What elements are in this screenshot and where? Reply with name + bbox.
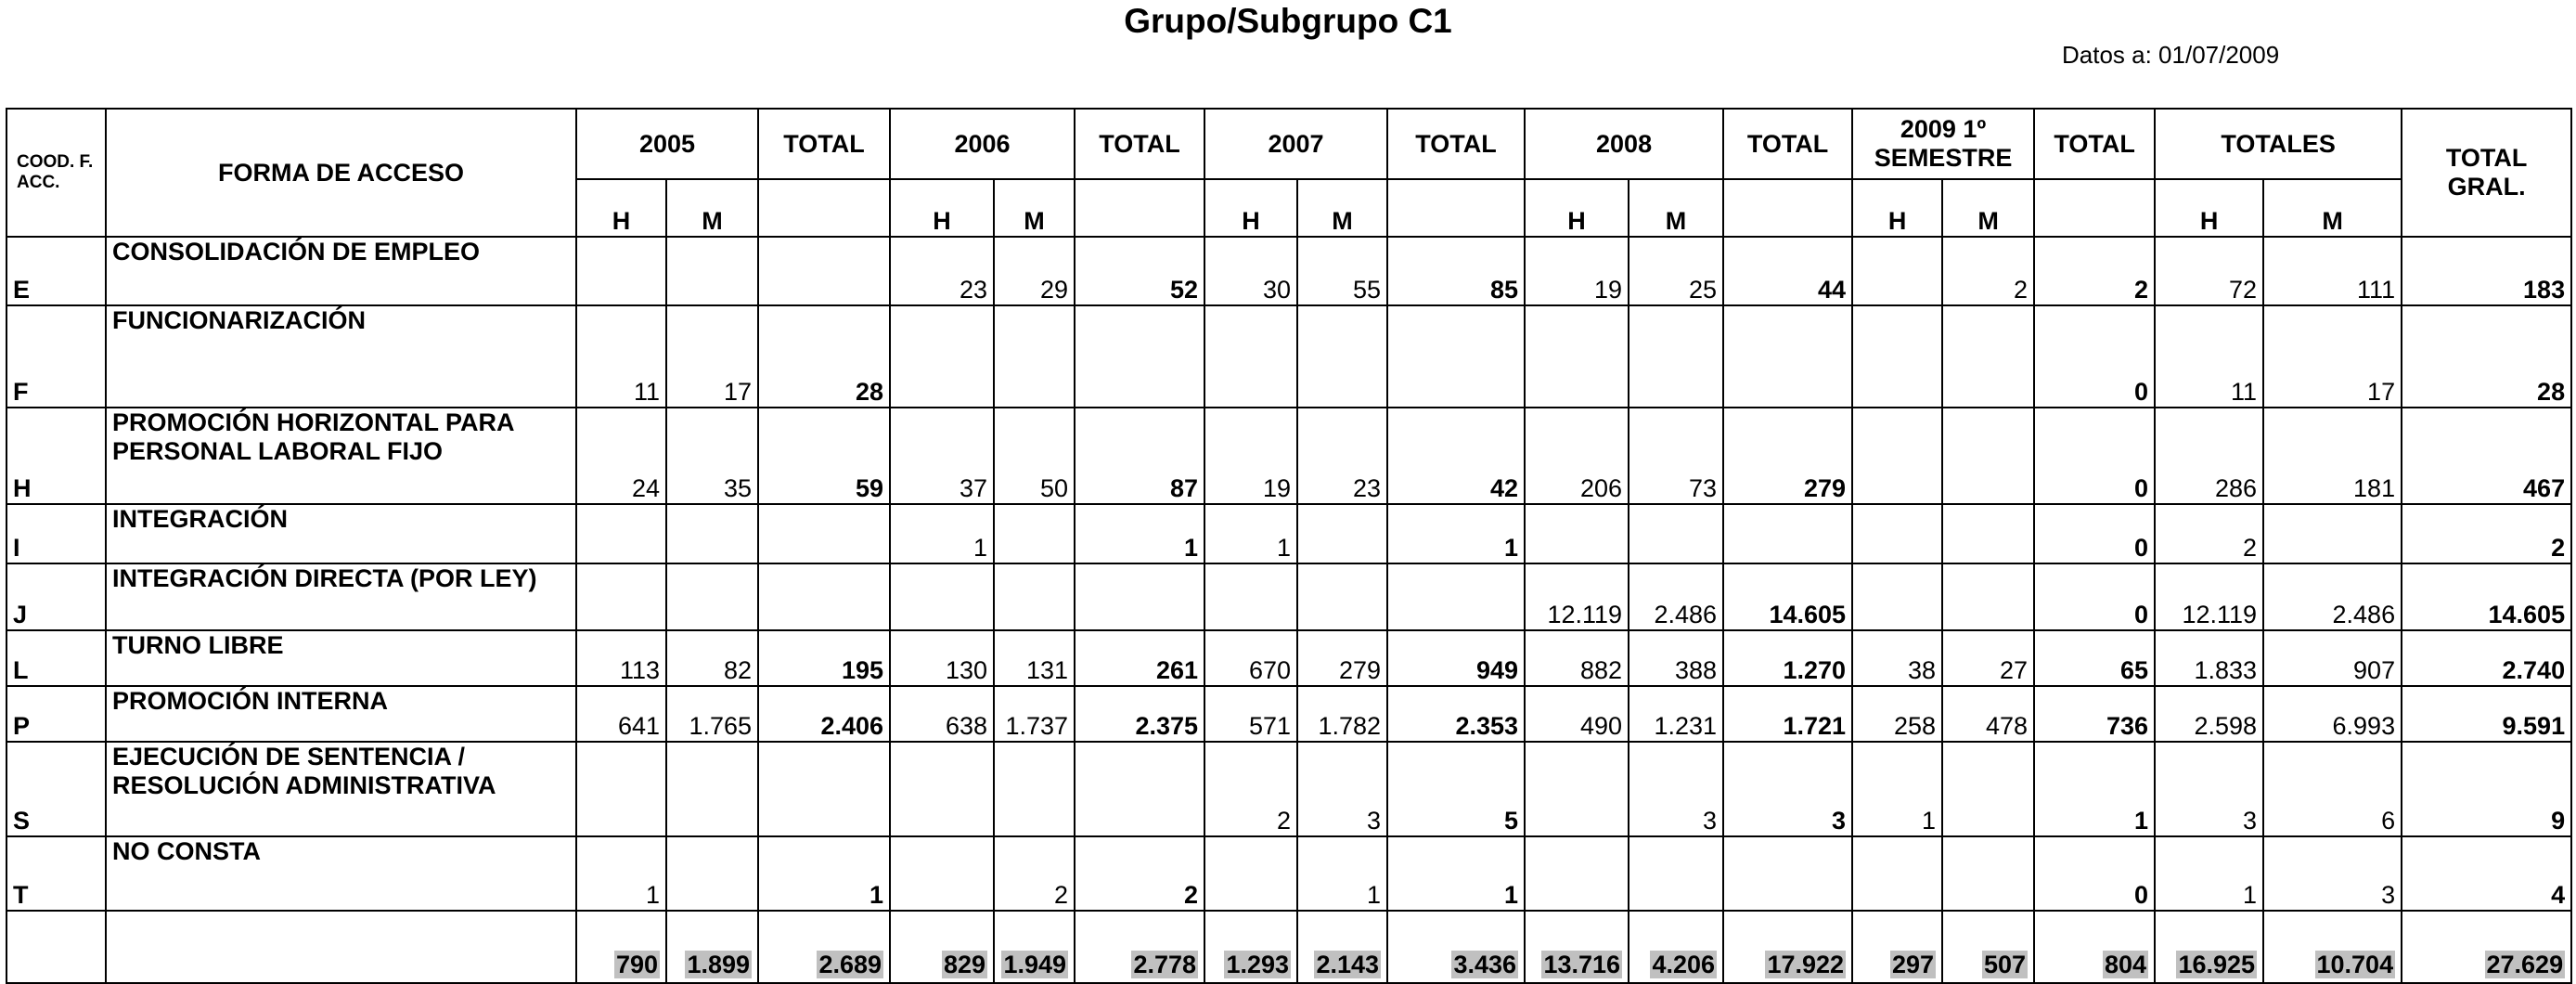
table-cell: 388: [1629, 630, 1723, 686]
table-cell: 1.270: [1723, 630, 1852, 686]
table-row: [6, 742, 2571, 836]
table-cell: 183: [2402, 237, 2571, 305]
col-header-m: M: [666, 179, 758, 237]
table-cell: [1297, 305, 1387, 408]
table-cell: [576, 504, 666, 563]
table-cell: 0: [2034, 563, 2155, 630]
table-cell: 1: [890, 504, 994, 563]
row-code: I: [6, 504, 106, 563]
table-cell: 52: [1075, 237, 1204, 305]
table-cell: [758, 237, 890, 305]
total-cell: [890, 911, 994, 983]
table-cell: [890, 742, 994, 836]
total-value: 507: [1984, 951, 2027, 978]
table-cell: 111: [2263, 237, 2402, 305]
total-value: 2.689: [818, 951, 882, 978]
table-cell: 5: [1387, 742, 1525, 836]
total-value: 1.293: [1226, 951, 1290, 978]
table-cell: 1: [2034, 742, 2155, 836]
table-cell: [1852, 563, 1942, 630]
table-cell: 38: [1852, 630, 1942, 686]
totals-blank-cell: [106, 911, 576, 983]
table-cell: [1075, 742, 1204, 836]
col-header-total-2005: TOTAL: [758, 109, 890, 179]
table-cell: 638: [890, 686, 994, 742]
table-cell: 258: [1852, 686, 1942, 742]
table-cell: 0: [2034, 305, 2155, 408]
table-cell: 35: [666, 408, 758, 504]
table-row: [6, 630, 2571, 686]
table-cell: [758, 563, 890, 630]
table-cell: 2.598: [2155, 686, 2263, 742]
table-cell: 2: [2034, 237, 2155, 305]
table-cell: [890, 563, 994, 630]
table-cell: [994, 305, 1075, 408]
table-cell: [1942, 742, 2034, 836]
table-cell: 286: [2155, 408, 2263, 504]
table-cell: 1: [1297, 836, 1387, 911]
col-header-total-gral: TOTAL GRAL.: [2402, 109, 2571, 237]
table-cell: [666, 563, 758, 630]
table-cell: 1: [576, 836, 666, 911]
col-header-total-2009: TOTAL: [2034, 109, 2155, 179]
table-cell: 195: [758, 630, 890, 686]
table-cell: [1723, 305, 1852, 408]
table-cell: 1: [2155, 836, 2263, 911]
table-cell: 0: [2034, 504, 2155, 563]
data-date: Datos a: 01/07/2009: [2062, 41, 2280, 69]
total-value: 2.778: [1133, 951, 1197, 978]
table-cell: 73: [1629, 408, 1723, 504]
table-cell: [1525, 742, 1629, 836]
table-cell: [1387, 305, 1525, 408]
table-cell: 279: [1297, 630, 1387, 686]
total-cell: [1525, 911, 1629, 983]
table-cell: [576, 742, 666, 836]
table-cell: [1075, 305, 1204, 408]
header-row-years: [6, 109, 2571, 179]
table-cell: 0: [2034, 836, 2155, 911]
col-header-2009: 2009 1º SEMESTRE: [1852, 109, 2034, 179]
row-forma-acceso: EJECUCIÓN DE SENTENCIA / RESOLUCIÓN ADMINISTRATIVA: [106, 742, 576, 836]
table-cell: [1629, 305, 1723, 408]
table-cell: 12.119: [2155, 563, 2263, 630]
table-cell: 65: [2034, 630, 2155, 686]
table-cell: [1942, 836, 2034, 911]
col-header-blank: [1723, 179, 1852, 237]
col-header-totales: TOTALES: [2155, 109, 2402, 179]
total-value: 1.949: [1003, 951, 1067, 978]
table-cell: 19: [1204, 408, 1297, 504]
total-value: 2.143: [1316, 951, 1380, 978]
table-cell: 2.375: [1075, 686, 1204, 742]
table-cell: [994, 742, 1075, 836]
table-cell: 30: [1204, 237, 1297, 305]
table-cell: 12.119: [1525, 563, 1629, 630]
table-cell: 11: [2155, 305, 2263, 408]
table-cell: 279: [1723, 408, 1852, 504]
total-value: 27.629: [2486, 951, 2564, 978]
table-cell: 882: [1525, 630, 1629, 686]
table-cell: 14.605: [2402, 563, 2571, 630]
table-cell: 6.993: [2263, 686, 2402, 742]
total-value: 3.436: [1453, 951, 1517, 978]
table-row: [6, 504, 2571, 563]
total-cell: [666, 911, 758, 983]
table-cell: [666, 237, 758, 305]
table-cell: [666, 504, 758, 563]
col-header-2007: 2007: [1204, 109, 1387, 179]
table-cell: 3: [1629, 742, 1723, 836]
table-cell: 37: [890, 408, 994, 504]
total-cell: [2263, 911, 2402, 983]
table-cell: 2.353: [1387, 686, 1525, 742]
table-cell: [1629, 836, 1723, 911]
total-value: 10.704: [2316, 951, 2394, 978]
table-cell: 1: [1387, 836, 1525, 911]
table-cell: 82: [666, 630, 758, 686]
row-forma-acceso: PROMOCIÓN HORIZONTAL PARA PERSONAL LABORAL FIJO: [106, 408, 576, 504]
col-header-blank: [1075, 179, 1204, 237]
table-cell: 9: [2402, 742, 2571, 836]
table-cell: 2: [1942, 237, 2034, 305]
table-cell: 44: [1723, 237, 1852, 305]
table-cell: 2: [2402, 504, 2571, 563]
table-cell: 3: [1723, 742, 1852, 836]
table-cell: [758, 504, 890, 563]
table-cell: [1852, 305, 1942, 408]
table-cell: [1525, 504, 1629, 563]
col-header-code: COOD. F. ACC.: [6, 109, 106, 237]
table-cell: 670: [1204, 630, 1297, 686]
col-header-total-2006: TOTAL: [1075, 109, 1204, 179]
table-cell: 27: [1942, 630, 2034, 686]
table-cell: [1204, 305, 1297, 408]
table-cell: [576, 563, 666, 630]
table-cell: 3: [2263, 836, 2402, 911]
table-cell: 42: [1387, 408, 1525, 504]
table-row: [6, 408, 2571, 504]
col-header-h: H: [2155, 179, 2263, 237]
table-cell: 261: [1075, 630, 1204, 686]
table-cell: 6: [2263, 742, 2402, 836]
row-forma-acceso: FUNCIONARIZACIÓN: [106, 305, 576, 408]
table-cell: [1387, 563, 1525, 630]
col-header-m: M: [1942, 179, 2034, 237]
table-cell: 478: [1942, 686, 2034, 742]
row-code: P: [6, 686, 106, 742]
col-header-2005: 2005: [576, 109, 758, 179]
table-cell: [1852, 408, 1942, 504]
table-cell: 25: [1629, 237, 1723, 305]
table-cell: 0: [2034, 408, 2155, 504]
table-cell: 14.605: [1723, 563, 1852, 630]
table-cell: 1: [1075, 504, 1204, 563]
table-cell: [1852, 504, 1942, 563]
table-row: [6, 305, 2571, 408]
table-cell: [2263, 504, 2402, 563]
table-cell: [1525, 305, 1629, 408]
table-cell: [758, 742, 890, 836]
table-cell: 949: [1387, 630, 1525, 686]
row-code: E: [6, 237, 106, 305]
col-header-m: M: [994, 179, 1075, 237]
table-cell: 1: [1852, 742, 1942, 836]
table-cell: 17: [666, 305, 758, 408]
total-cell: [758, 911, 890, 983]
table-cell: [1525, 836, 1629, 911]
table-cell: 1.721: [1723, 686, 1852, 742]
table-cell: 206: [1525, 408, 1629, 504]
col-header-m: M: [1629, 179, 1723, 237]
col-header-blank: [2034, 179, 2155, 237]
table-cell: 72: [2155, 237, 2263, 305]
total-cell: [1942, 911, 2034, 983]
total-value: 16.925: [2178, 951, 2256, 978]
total-value: 1.899: [687, 951, 751, 978]
total-value: 13.716: [1543, 951, 1621, 978]
table-cell: 467: [2402, 408, 2571, 504]
table-cell: 1.765: [666, 686, 758, 742]
table-cell: 571: [1204, 686, 1297, 742]
total-value: 297: [1892, 951, 1935, 978]
table-cell: 28: [2402, 305, 2571, 408]
total-cell: [994, 911, 1075, 983]
table-cell: [1204, 563, 1297, 630]
row-forma-acceso: TURNO LIBRE: [106, 630, 576, 686]
row-forma-acceso: INTEGRACIÓN: [106, 504, 576, 563]
table-row: [6, 686, 2571, 742]
row-code: S: [6, 742, 106, 836]
table-cell: [1942, 563, 2034, 630]
row-code: F: [6, 305, 106, 408]
table-cell: 2: [2155, 504, 2263, 563]
table-cell: [1075, 563, 1204, 630]
table-cell: 9.591: [2402, 686, 2571, 742]
row-forma-acceso: PROMOCIÓN INTERNA: [106, 686, 576, 742]
table-cell: 2.740: [2402, 630, 2571, 686]
col-header-blank: [1387, 179, 1525, 237]
table-cell: [1852, 237, 1942, 305]
total-cell: [1075, 911, 1204, 983]
table-cell: [1942, 408, 2034, 504]
table-cell: [1852, 836, 1942, 911]
table-cell: 3: [2155, 742, 2263, 836]
table-cell: 3: [1297, 742, 1387, 836]
total-cell: [1629, 911, 1723, 983]
table-cell: 4: [2402, 836, 2571, 911]
total-cell: [1204, 911, 1297, 983]
table-cell: 50: [994, 408, 1075, 504]
table-cell: 130: [890, 630, 994, 686]
totals-row: [6, 911, 2571, 983]
table-cell: 1.737: [994, 686, 1075, 742]
row-forma-acceso: INTEGRACIÓN DIRECTA (POR LEY): [106, 563, 576, 630]
total-value: 804: [2105, 951, 2147, 978]
table-cell: 24: [576, 408, 666, 504]
col-header-forma: FORMA DE ACCESO: [106, 109, 576, 237]
totals-blank-cell: [6, 911, 106, 983]
total-cell: [2155, 911, 2263, 983]
col-header-h: H: [1204, 179, 1297, 237]
col-header-total-2008: TOTAL: [1723, 109, 1852, 179]
col-header-blank: [758, 179, 890, 237]
table-cell: [994, 563, 1075, 630]
page-title: Grupo/Subgrupo C1: [1124, 2, 1452, 40]
total-value: 17.922: [1767, 951, 1845, 978]
table-cell: 23: [890, 237, 994, 305]
col-header-h: H: [890, 179, 994, 237]
table-cell: 23: [1297, 408, 1387, 504]
total-value: 829: [943, 951, 986, 978]
total-cell: [2402, 911, 2571, 983]
table-cell: 113: [576, 630, 666, 686]
row-forma-acceso: CONSOLIDACIÓN DE EMPLEO: [106, 237, 576, 305]
table-cell: [1629, 504, 1723, 563]
table-row: [6, 836, 2571, 911]
access-form-table: [6, 108, 2572, 984]
total-value: 4.206: [1652, 951, 1716, 978]
table-cell: 2.406: [758, 686, 890, 742]
table-cell: 2.486: [1629, 563, 1723, 630]
col-header-h: H: [576, 179, 666, 237]
table-cell: 59: [758, 408, 890, 504]
table-cell: 28: [758, 305, 890, 408]
table-cell: 87: [1075, 408, 1204, 504]
col-header-m: M: [2263, 179, 2402, 237]
table-cell: 1.231: [1629, 686, 1723, 742]
total-cell: [1852, 911, 1942, 983]
table-cell: 2.486: [2263, 563, 2402, 630]
table-cell: [1723, 836, 1852, 911]
col-header-2006: 2006: [890, 109, 1075, 179]
table-cell: 19: [1525, 237, 1629, 305]
table-cell: [1204, 836, 1297, 911]
table-cell: 490: [1525, 686, 1629, 742]
total-cell: [1387, 911, 1525, 983]
total-value: 790: [615, 951, 658, 978]
table-cell: 29: [994, 237, 1075, 305]
table-cell: [1942, 504, 2034, 563]
total-cell: [1723, 911, 1852, 983]
total-cell: [1297, 911, 1387, 983]
col-header-m: M: [1297, 179, 1387, 237]
table-cell: [1297, 504, 1387, 563]
row-code: H: [6, 408, 106, 504]
table-cell: 1.782: [1297, 686, 1387, 742]
table-cell: [1297, 563, 1387, 630]
table-cell: 2: [994, 836, 1075, 911]
total-cell: [576, 911, 666, 983]
table-cell: [890, 836, 994, 911]
col-header-h: H: [1525, 179, 1629, 237]
table-cell: 55: [1297, 237, 1387, 305]
table-cell: 11: [576, 305, 666, 408]
table-cell: [1942, 305, 2034, 408]
table-cell: 907: [2263, 630, 2402, 686]
row-code: L: [6, 630, 106, 686]
row-code: J: [6, 563, 106, 630]
row-code: T: [6, 836, 106, 911]
table-cell: 131: [994, 630, 1075, 686]
table-cell: 2: [1075, 836, 1204, 911]
table-cell: 1: [1387, 504, 1525, 563]
table-cell: 736: [2034, 686, 2155, 742]
table-cell: [666, 742, 758, 836]
row-forma-acceso: NO CONSTA: [106, 836, 576, 911]
total-cell: [2034, 911, 2155, 983]
table-cell: 2: [1204, 742, 1297, 836]
col-header-total-2007: TOTAL: [1387, 109, 1525, 179]
table-cell: [994, 504, 1075, 563]
table-cell: 181: [2263, 408, 2402, 504]
table-cell: 85: [1387, 237, 1525, 305]
table-cell: [576, 237, 666, 305]
table-cell: 1: [758, 836, 890, 911]
table-row: [6, 563, 2571, 630]
table-cell: [890, 305, 994, 408]
table-cell: [666, 836, 758, 911]
col-header-h: H: [1852, 179, 1942, 237]
table-row: [6, 237, 2571, 305]
table-cell: 17: [2263, 305, 2402, 408]
table-cell: 1.833: [2155, 630, 2263, 686]
table-cell: 641: [576, 686, 666, 742]
col-header-2008: 2008: [1525, 109, 1723, 179]
table-cell: 1: [1204, 504, 1297, 563]
table-cell: [1723, 504, 1852, 563]
